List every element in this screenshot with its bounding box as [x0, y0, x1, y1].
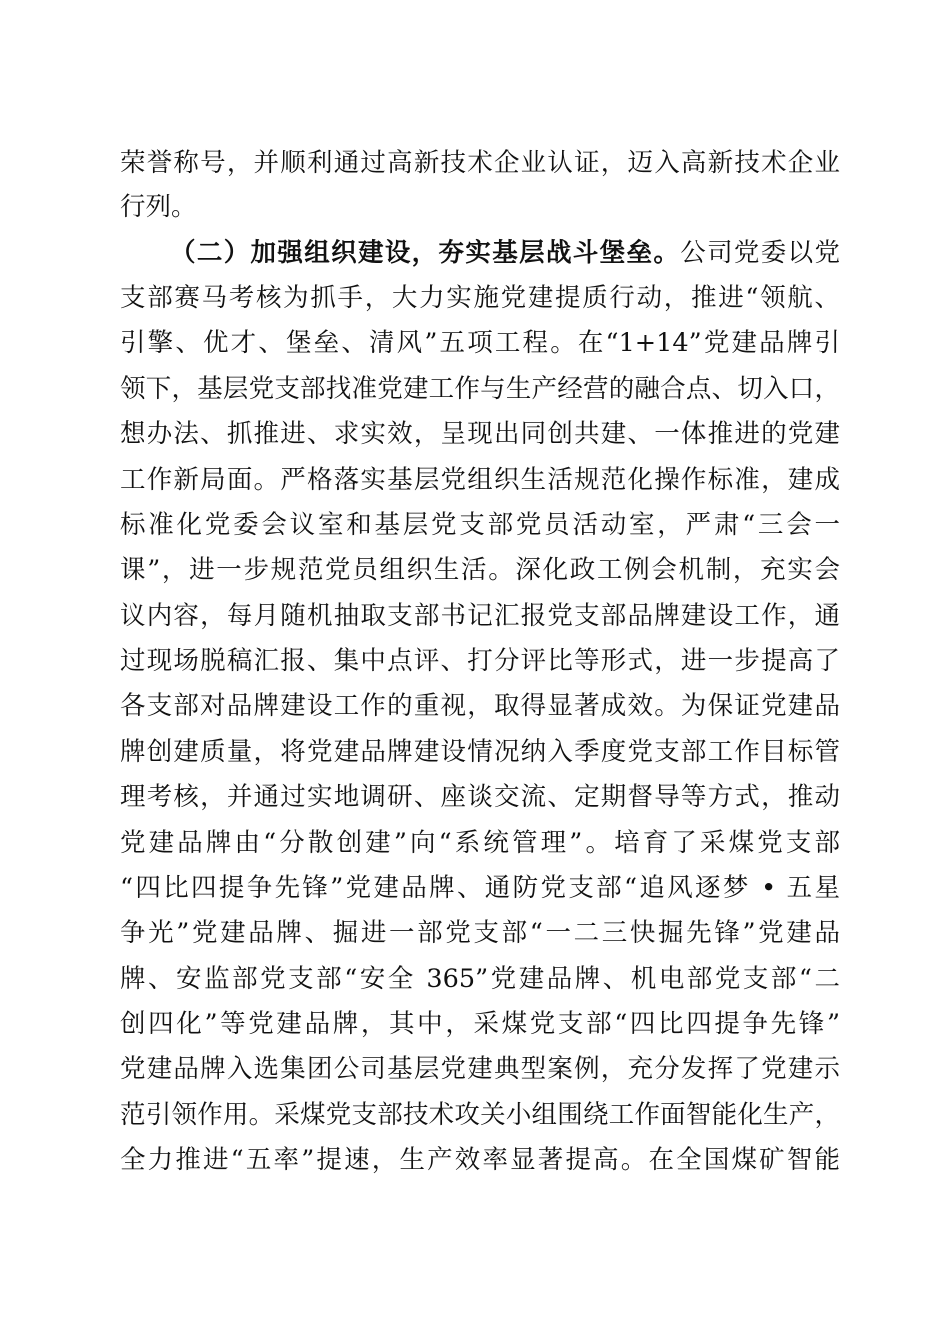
text-line: 各支部对品牌建设工作的重视，取得显著成效。为保证党建品 — [120, 691, 840, 721]
text-line: 全力推进“五率”提速，生产效率显著提高。在全国煤矿智能 — [120, 1145, 840, 1175]
section-heading-tail: 公司党委以党 — [680, 238, 840, 268]
text-line: 争光”党建品牌、掘进一部党支部“一二三快掘先锋”党建品 — [120, 918, 840, 948]
text-line: 过现场脱稿汇报、集中点评、打分评比等形式，进一步提高了 — [120, 646, 840, 676]
text-line: 党建品牌由“分散创建”向“系统管理”。培育了采煤党支部 — [120, 828, 840, 858]
text-line: 想办法、抓推进、求实效，呈现出同创共建、一体推进的党建 — [120, 419, 840, 449]
text-line: 理考核，并通过实地调研、座谈交流、定期督导等方式，推动 — [120, 782, 840, 812]
text-line: 党建品牌入选集团公司基层党建典型案例，充分发挥了党建示 — [120, 1054, 840, 1084]
section-heading: （二）加强组织建设，夯实基层战斗堡垒。 — [170, 238, 681, 268]
section-heading-line — [170, 233, 840, 273]
text-line: 创四化”等党建品牌，其中，采煤党支部“四比四提争先锋” — [120, 1009, 840, 1039]
text-line: 议内容，每月随机抽取支部书记汇报党支部品牌建设工作，通 — [120, 601, 840, 631]
text-line: 牌、安监部党支部“安全 365”党建品牌、机电部党支部“二 — [120, 964, 840, 994]
text-line: “四比四提争先锋”党建品牌、通防党支部“追风逐梦 • 五星 — [120, 873, 840, 903]
text-line: 支部赛马考核为抓手，大力实施党建提质行动，推进“领航、 — [120, 283, 840, 313]
text-line: 领下，基层党支部找准党建工作与生产经营的融合点、切入口， — [120, 374, 840, 404]
text-line: 范引领作用。采煤党支部技术攻关小组围绕工作面智能化生产， — [120, 1100, 840, 1130]
text-line: 课”，进一步规范党员组织生活。深化政工例会机制，充实会 — [120, 555, 840, 585]
text-line: 工作新局面。严格落实基层党组织生活规范化操作标准，建成 — [120, 465, 840, 495]
text-line: 引擎、优才、堡垒、清风”五项工程。在“1+14”党建品牌引 — [120, 328, 840, 358]
text-line: 标准化党委会议室和基层党支部党员活动室，严肃“三会一 — [120, 510, 840, 540]
text-line: 荣誉称号，并顺利通过高新技术企业认证，迈入高新技术企业 — [120, 148, 840, 178]
text-line: 行列。 — [120, 192, 197, 222]
text-line: 牌创建质量，将党建品牌建设情况纳入季度党支部工作目标管 — [120, 737, 840, 767]
